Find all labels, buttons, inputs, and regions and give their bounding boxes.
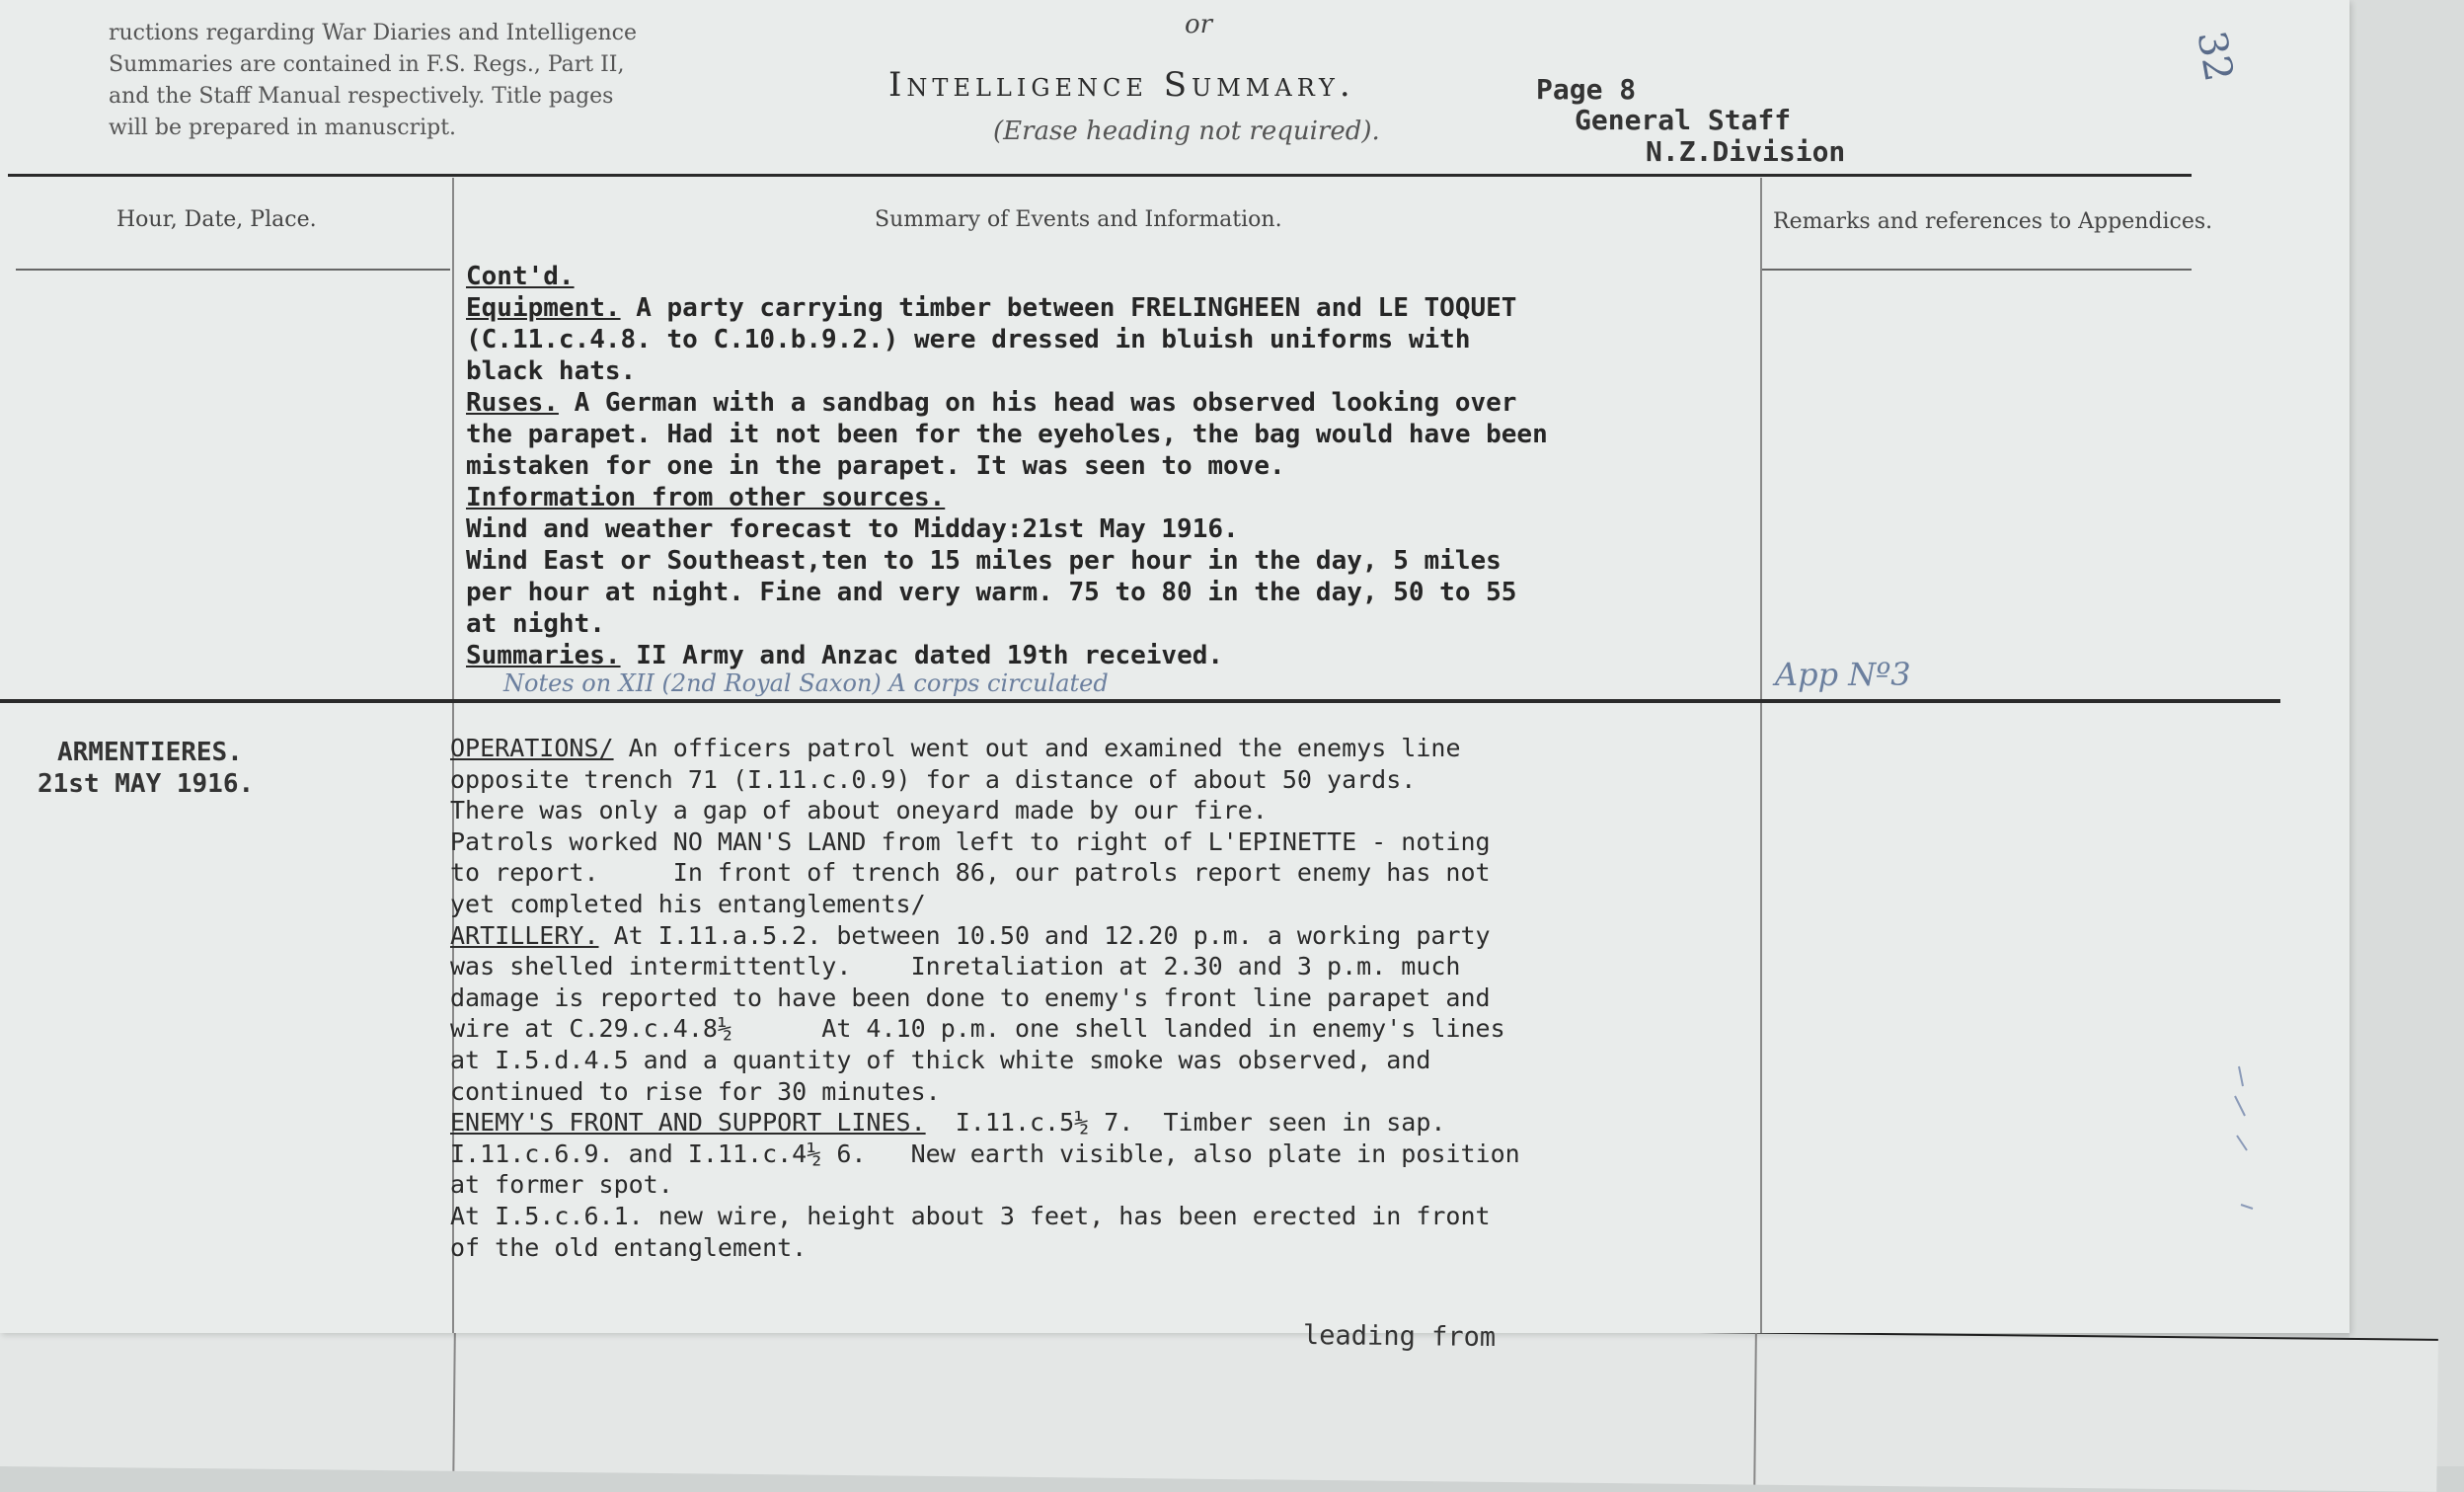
unit-heading <box>1575 105 1845 168</box>
instructions-note <box>109 18 721 144</box>
appendix-reference: App Nº3 <box>1775 656 1911 693</box>
enemy-lines-line <box>450 1107 1520 1139</box>
colhead-rule-3 <box>1761 269 2192 271</box>
ruses-text: A German with a sandbag on his head was observed looking over <box>558 388 1517 418</box>
entry-place-date <box>38 737 254 800</box>
entry-place: ARMENTIERES. <box>57 738 243 767</box>
operations-line: opposite trench 71 (I.11.c.0.9) for a distance of about 50 yards. <box>450 764 1417 794</box>
page-title: Intelligence Summary. <box>888 65 1355 105</box>
artillery-heading: ARTILLERY. <box>450 920 599 950</box>
column-header-remarks: Remarks and references to Appendices. <box>1773 209 2213 234</box>
underlying-page <box>0 1313 2438 1492</box>
artillery-line: damage is reported to have been done to enemy's front line parapet and <box>450 982 1491 1012</box>
column-header-summary: Summary of Events and Information. <box>875 207 1282 232</box>
summaries-line <box>466 640 1548 671</box>
enemy-lines-line: I.11.c.6.9. and I.11.c.4½ 6. New earth visible, also plate in position <box>450 1139 1520 1168</box>
artillery-line <box>450 920 1520 952</box>
background-pages-right <box>2349 0 2464 1466</box>
equipment-text: A party carrying timber between FRELINGHEEN and LE TOQUET <box>620 293 1517 323</box>
ruses-line: the parapet. Had it not been for the eyeholes, the bag would have been <box>466 420 1548 449</box>
enemy-lines-line: at former spot. <box>450 1170 673 1200</box>
stamp-number: 32 <box>2188 27 2242 86</box>
enemy-lines-line: At I.5.c.6.1. new wire, height about 3 feet, has been erected in front <box>450 1201 1491 1230</box>
artillery-line: wire at C.29.c.4.8½ At 4.10 p.m. one shell landed in enemy's lines <box>450 1014 1505 1044</box>
operations-line: to report. In front of trench 86, our patrols report enemy has not <box>450 858 1491 888</box>
artillery-line: was shelled intermittently. Inretaliation at 2.30 and 3 p.m. much <box>450 952 1461 982</box>
operations-heading: OPERATIONS/ <box>450 734 614 762</box>
underlying-page-col-rule <box>452 1318 456 1471</box>
contd-heading: Cont'd. <box>466 262 575 291</box>
unit-line-2: N.Z.Division <box>1646 135 1846 168</box>
equipment-line: (C.11.c.4.8. to C.10.b.9.2.) were dressed in bluish uniforms with <box>466 325 1471 354</box>
unit-line-1: General Staff <box>1575 104 1792 136</box>
column-header-hour-date-place: Hour, Date, Place. <box>116 207 317 232</box>
equipment-heading: Equipment. <box>466 293 621 323</box>
artillery-text: At I.11.a.5.2. between 10.50 and 12.20 p.m. a working party <box>598 920 1491 950</box>
information-line: at night. <box>466 609 605 639</box>
ruses-heading: Ruses. <box>466 388 559 418</box>
instructions-line: Summaries are contained in F.S. Regs., Part II, <box>109 52 625 77</box>
erase-note: (Erase heading not required). <box>993 117 1380 146</box>
equipment-line: black hats. <box>466 356 637 386</box>
pencil-marks <box>2221 1057 2261 1234</box>
instructions-line: ructions regarding War Diaries and Intelligence <box>109 21 637 45</box>
underlying-page-col-rule-2 <box>1753 1332 1757 1485</box>
header-rule <box>8 174 2192 177</box>
summaries-text: II Army and Anzac dated 19th received. <box>620 641 1224 670</box>
entry-date: 21st MAY 1916. <box>38 769 255 799</box>
summaries-heading: Summaries. <box>466 641 621 670</box>
operations-text: An officers patrol went out and examined the enemys line <box>613 734 1461 762</box>
section-continued <box>466 261 1548 671</box>
or-word: or <box>1185 10 1213 39</box>
operations-line <box>450 733 1520 764</box>
section-operations <box>450 733 1520 1263</box>
instructions-line: will be prepared in manuscript. <box>109 116 457 140</box>
operations-line: Patrols worked NO MAN'S LAND from left to right of L'EPINETTE - noting <box>450 826 1491 856</box>
ruses-line <box>466 387 1548 419</box>
equipment-line <box>466 292 1548 324</box>
operations-line: yet completed his entanglements/ <box>450 889 926 918</box>
artillery-line: continued to rise for 30 minutes. <box>450 1076 941 1106</box>
instructions-line: and the Staff Manual respectively. Title pages <box>109 84 614 109</box>
operations-line: There was only a gap of about oneyard made by our fire. <box>450 796 1268 825</box>
enemy-lines-heading: ENEMY'S FRONT AND SUPPORT LINES. <box>450 1108 926 1138</box>
section-rule <box>0 699 2280 703</box>
col-divider-2 <box>1760 178 1762 1333</box>
ruses-line: mistaken for one in the parapet. It was seen to move. <box>466 451 1285 481</box>
enemy-lines-line: of the old entanglement. <box>450 1232 808 1262</box>
handwritten-annotation: Notes on XII (2nd Royal Saxon) A corps circulated <box>503 669 1109 697</box>
enemy-lines-text: I.11.c.5½ 7. Timber seen in sap. <box>925 1108 1446 1138</box>
colhead-rule-1 <box>16 269 450 271</box>
information-line: per hour at night. Fine and very warm. 75 to 80 in the day, 50 to 55 <box>466 578 1517 607</box>
information-heading: Information from other sources. <box>466 483 946 512</box>
information-line: Wind and weather forecast to Midday:21st May 1916. <box>466 514 1239 544</box>
artillery-line: at I.5.d.4.5 and a quantity of thick white smoke was observed, and <box>450 1045 1431 1074</box>
information-line: Wind East or Southeast,ten to 15 miles per hour in the day, 5 miles <box>466 546 1502 576</box>
page-number: Page 8 <box>1536 73 1637 106</box>
underlying-page-text: leading from <box>1302 1319 1497 1354</box>
